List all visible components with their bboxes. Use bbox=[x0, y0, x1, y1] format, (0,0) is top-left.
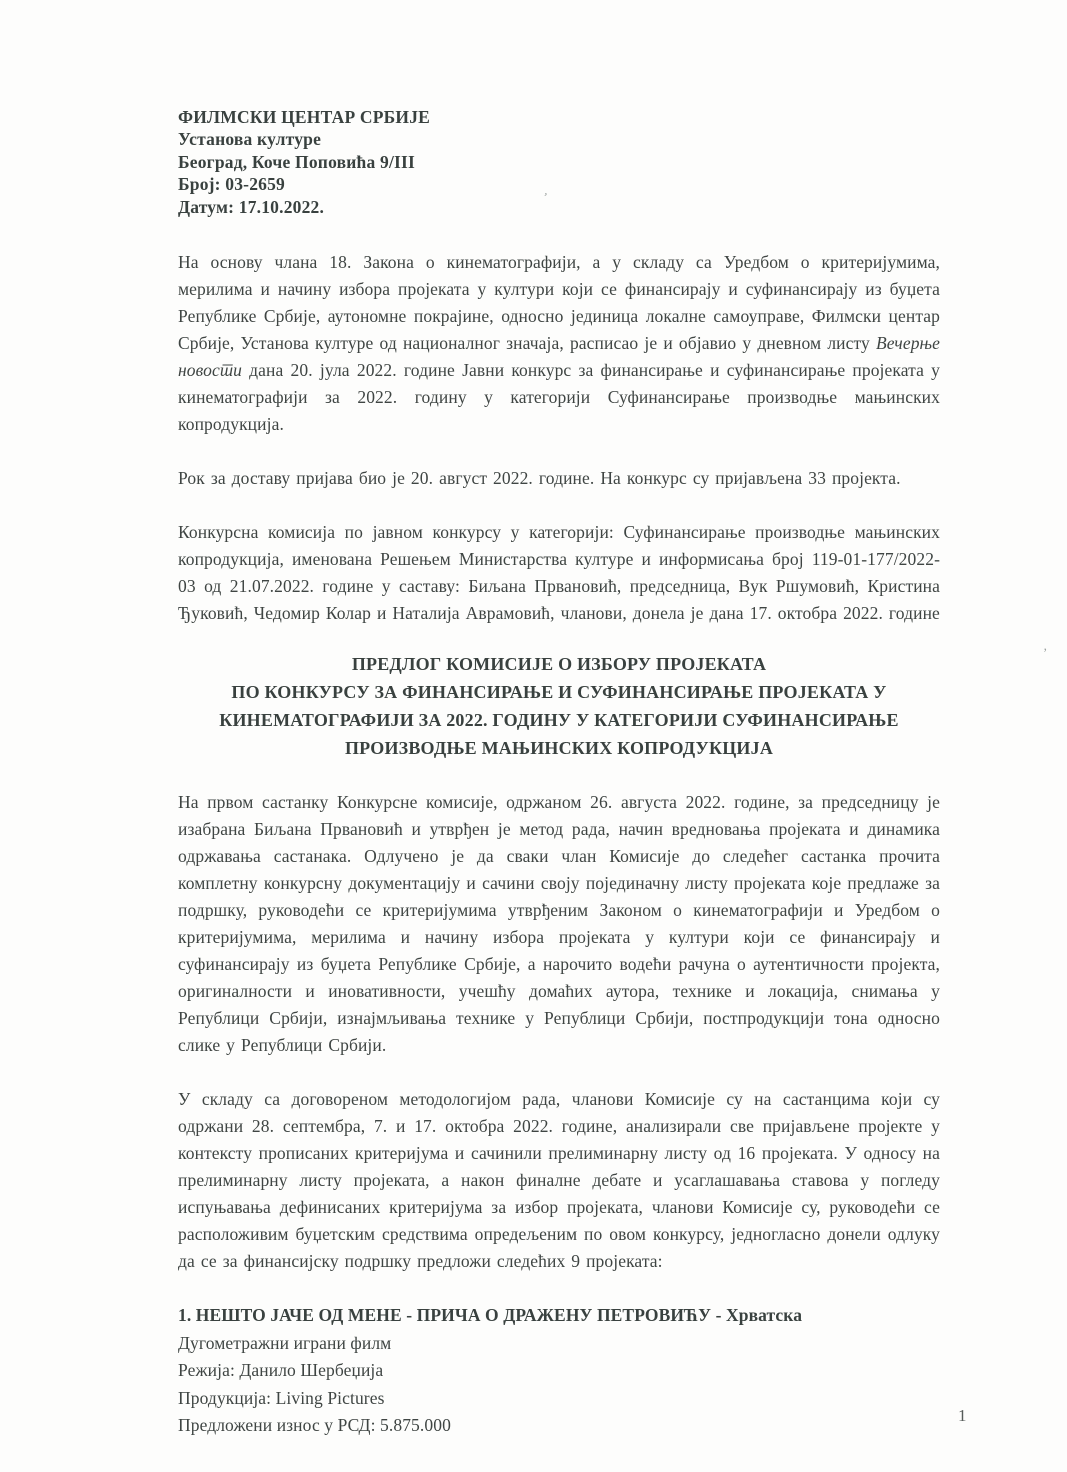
proposal-heading-line-4: ПРОИЗВОДЊЕ МАЊИНСКИХ КОПРОДУКЦИЈА bbox=[344, 738, 774, 759]
project-title: 1. НЕШТО ЈАЧЕ ОД МЕНЕ - ПРИЧА О ДРАЖЕНУ ПЕТРОВИЋУ - Хрватска bbox=[178, 1305, 803, 1326]
proposal-heading-line-2: ПО КОНКУРСУ ЗА ФИНАНСИРАЊЕ И СУФИНАНСИРАЊЕ ПРОЈЕКАТА У bbox=[231, 682, 887, 703]
org-type: Установа културе bbox=[178, 129, 322, 150]
intro-text-after: дана 20. јула 2022. године Јавни конкурс за финансирање и суфинансирање пројеката у кинематографији за 2022. годину у категорији Суфинансирање производње мањинских копродукција. bbox=[178, 360, 940, 435]
project-director: Режија: Данило Шербеџија bbox=[178, 1360, 384, 1381]
project-entry-1 bbox=[178, 1302, 940, 1440]
newspaper-name: Вечерње новости bbox=[178, 333, 940, 381]
scan-artifact: ’ bbox=[1043, 645, 1048, 660]
first-meeting-paragraph: На првом састанку Конкурсне комисије, одржаном 26. августа 2022. године, за председницу је изабрана Биљана Првановић и утврђен је метод рада, начин вредновања пројеката и динамика одржавања састанака. Одлучено је да сваки члан Комисије до следећег састанка прочита комплетну конкурсну документацију и сачини своју појединачну листу пројеката које предлаже за подршку, руководећи се критеријумима утврђеним Законом о кинематографији и Уредбом о критеријумима, мерилима и начину избора пројеката у култури који се финансирају и суфинансирају из буџета Републике Србије, а нарочито водећи рачуна о аутентичности пројекта, оригиналности и иновативности, учешћу домаћих аутора, технике и локација, снимања у Републици Србији, изнајмљивања технике у Републици Србији, постпродукцији тона односно слике у Републици Србији. bbox=[178, 792, 940, 1056]
proposal-heading-line-1: ПРЕДЛОГ КОМИСИЈЕ О ИЗБОРУ ПРОЈЕКАТА bbox=[351, 654, 767, 675]
page-number: 1 bbox=[958, 1406, 967, 1425]
deadline-paragraph: Рок за доставу пријава био је 20. август 2022. године. На конкурс су пријављена 33 пројекта. bbox=[178, 468, 901, 489]
letterhead bbox=[178, 106, 940, 218]
proposal-heading-line-3: КИНЕМАТОГРАФИЈИ ЗА 2022. ГОДИНУ У КАТЕГОРИЈИ СУФИНАНСИРАЊЕ bbox=[219, 710, 899, 731]
proposal-heading bbox=[178, 650, 940, 762]
doc-date: Датум: 17.10.2022. bbox=[178, 196, 325, 217]
intro-text-before: На основу члана 18. Закона о кинематографији, а у складу са Уредбом о критеријумима, мерилима и начину избора пројеката у култури који се финансирају и суфинансирају из буџета Републике Србије, аутономне покрајине, односно јединица локалне самоуправе, Филмски центар Србије, Установа културе од националног значаја, расписао је и објавио у дневном листу bbox=[178, 252, 940, 354]
document-content bbox=[178, 106, 940, 1440]
project-amount: Предложени износ у РСД: 5.875.000 bbox=[178, 1415, 451, 1436]
intro-paragraph bbox=[178, 249, 940, 438]
org-address: Београд, Коче Поповића 9/III bbox=[178, 151, 416, 172]
doc-number: Број: 03-2659 bbox=[178, 174, 286, 195]
scan-artifact: ’ bbox=[541, 189, 549, 205]
org-name: ФИЛМСКИ ЦЕНТАР СРБИЈЕ bbox=[178, 107, 431, 127]
project-type: Дугометражни играни филм bbox=[178, 1332, 392, 1353]
project-production: Продукција: Living Pictures bbox=[178, 1387, 385, 1408]
commission-paragraph: Конкурсна комисија по јавном конкурсу у категорији: Суфинансирање производње мањинских копродукција, именована Решењем Министарства културе и информисања број 119-01-177/2022-03 од 21.07.2022. године у саставу: Биљана Првановић, председница, Вук Ршумовић, Кристина Ђуковић, Чедомир Колар и Наталија Аврамовић, чланови, донела је дана 17. октобра 2022. године bbox=[178, 522, 940, 624]
methodology-paragraph: У складу са договореном методологијом рада, чланови Комисије су на састанцима који су одржани 28. септембра, 7. и 17. октобра 2022. године, анализирали све пријављене пројекте у контексту прописаних критеријума и сачинили прелиминарну листу од 16 пројеката. У односу на прелиминарну листу пројеката, а након финалне дебате и усаглашавања ставова у погледу испуњавања дефинисаних критеријума за избор пројеката, чланови Комисије су, руководећи се расположивим буџетским средствима опредељеним по овом конкурсу, једногласно донели одлуку да се за финансијску подршку предложи следећих 9 пројеката: bbox=[178, 1089, 940, 1272]
